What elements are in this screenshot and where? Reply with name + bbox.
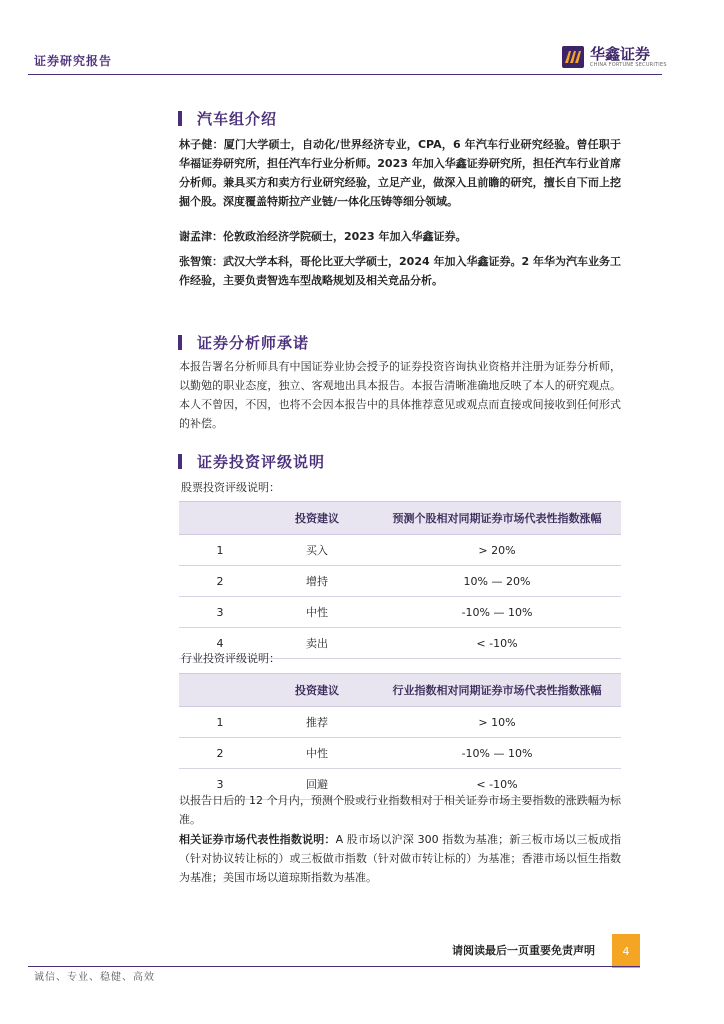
rating-index: 1 xyxy=(179,535,261,566)
section-marker xyxy=(178,335,182,350)
rating-range: < -10% xyxy=(373,628,621,659)
table-header-cell: 预测个股相对同期证券市场代表性指数涨幅 xyxy=(373,502,621,535)
rating-advice: 卖出 xyxy=(261,628,373,659)
rating-range: > 20% xyxy=(373,535,621,566)
table-header-cell: 投资建议 xyxy=(261,674,373,707)
rating-range: 10% — 20% xyxy=(373,566,621,597)
rating-advice: 增持 xyxy=(261,566,373,597)
rating-heading: 证券投资评级说明 xyxy=(197,453,326,471)
rating-index: 3 xyxy=(179,769,261,800)
commitment-heading: 证券分析师承诺 xyxy=(197,334,310,352)
rating-note: 以报告日后的 12 个月内，预测个股或行业指数相对于相关证券市场主要指数的涨跌幅为标准。 xyxy=(179,794,621,826)
logo-name-en: CHINA FORTUNE SECURITIES xyxy=(590,62,667,68)
rating-range: < -10% xyxy=(373,769,621,800)
table-header-cell xyxy=(179,674,261,707)
team-member-3: 张智策：武汉大学本科，哥伦比亚大学硕士，2024 年加入华鑫证券。2 年华为汽车业务工作经验，主要负责智选车型战略规划及相关竞品分析。 xyxy=(179,255,621,287)
table-row xyxy=(179,566,621,597)
rating-index: 1 xyxy=(179,707,261,738)
table-header-cell: 投资建议 xyxy=(261,502,373,535)
table-header-row xyxy=(179,502,621,535)
page-number: 4 xyxy=(612,934,640,968)
commitment-text: 本报告署名分析师具有中国证券业协会授予的证券投资咨询执业资格并注册为证券分析师，以勤勉的职业态度，独立、客观地出具本报告。本报告清晰准确地反映了本人的研究观点。本人不曾因，不因，也将不会因本报告中的具体推荐意见或观点而直接或间接收到任何形式的补偿。 xyxy=(179,360,621,430)
index-description-text: A 股市场以沪深 300 指数为基准；新三板市场以三板成指（针对协议转让标的）或三板做市指数（针对做市转让标的）为基准；香港市场以恒生指数为基准；美国市场以道琼斯指数为基准。 xyxy=(179,833,621,884)
rating-index: 2 xyxy=(179,738,261,769)
table-row xyxy=(179,707,621,738)
header-divider xyxy=(28,74,662,75)
section-marker xyxy=(178,454,182,469)
logo-name-cn: 华鑫证券 xyxy=(590,45,651,63)
rating-index: 2 xyxy=(179,566,261,597)
company-logo xyxy=(562,46,667,68)
team-member-1: 林子健：厦门大学硕士，自动化/世界经济专业，CPA，6 年汽车行业研究经验。曾任职于华福证券研究所，担任汽车行业分析师。2023 年加入华鑫证券研究所，担任汽车行业首席分析师。兼具买方和卖方行业研究经验，立足产业，做深入且前瞻的研究，擅长自下而上挖掘个股。深度覆盖特斯拉产业链/一体化压铸等细分领域。 xyxy=(179,138,621,208)
footer-slogan: 诚信、专业、稳健、高效 xyxy=(34,972,155,983)
section-marker xyxy=(178,111,182,126)
report-type-title: 证券研究报告 xyxy=(34,54,113,68)
rating-advice: 中性 xyxy=(261,597,373,628)
team-heading: 汽车组介绍 xyxy=(197,110,278,128)
rating-section-heading xyxy=(178,451,325,472)
industry-rating-table xyxy=(179,673,621,800)
index-description-label: 相关证券市场代表性指数说明： xyxy=(179,833,336,846)
rating-range: -10% — 10% xyxy=(373,738,621,769)
rating-index: 4 xyxy=(179,628,261,659)
industry-rating-label: 行业投资评级说明： xyxy=(181,652,280,665)
rating-range: > 10% xyxy=(373,707,621,738)
rating-advice: 推荐 xyxy=(261,707,373,738)
team-member-2: 谢孟津：伦敦政治经济学院硕士，2023 年加入华鑫证券。 xyxy=(179,230,467,243)
commitment-section-heading xyxy=(178,332,309,353)
rating-index: 3 xyxy=(179,597,261,628)
table-row xyxy=(179,535,621,566)
disclaimer-notice: 请阅读最后一页重要免责声明 xyxy=(452,944,595,957)
logo-emblem-icon xyxy=(562,46,584,68)
team-section-heading xyxy=(178,108,277,129)
stock-rating-label: 股票投资评级说明： xyxy=(181,481,280,494)
table-row xyxy=(179,738,621,769)
rating-advice: 回避 xyxy=(261,769,373,800)
rating-range: -10% — 10% xyxy=(373,597,621,628)
rating-advice: 中性 xyxy=(261,738,373,769)
stock-rating-table xyxy=(179,501,621,659)
index-description xyxy=(179,830,621,887)
table-header-cell xyxy=(179,502,261,535)
table-header-row xyxy=(179,674,621,707)
table-row xyxy=(179,597,621,628)
footer-divider xyxy=(28,966,640,967)
rating-advice: 买入 xyxy=(261,535,373,566)
table-header-cell: 行业指数相对同期证券市场代表性指数涨幅 xyxy=(373,674,621,707)
